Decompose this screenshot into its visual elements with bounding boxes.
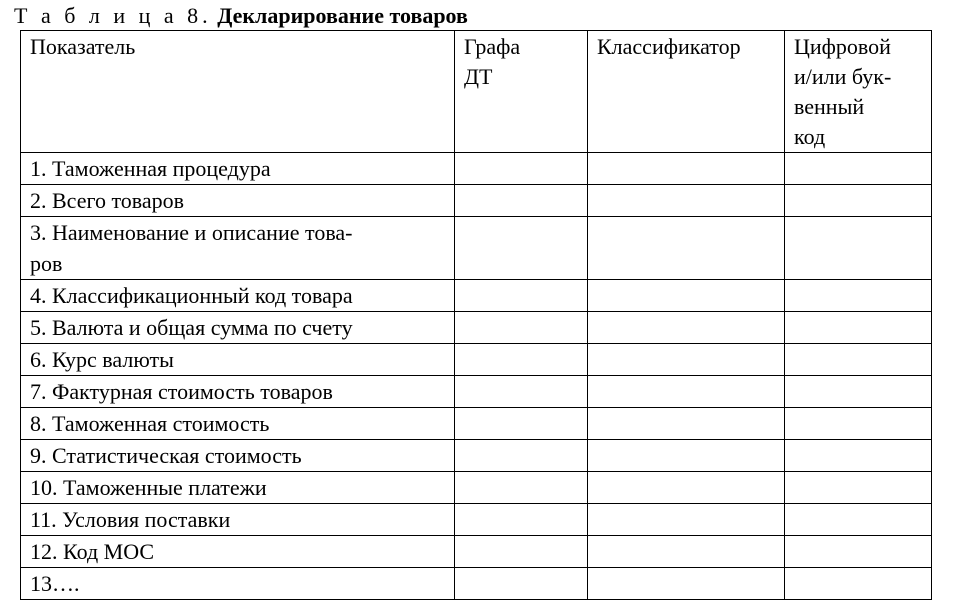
indicator-line: 9. Статистическая стоимость (30, 443, 302, 468)
classifier-cell (588, 217, 785, 280)
header-line: Цифровой (794, 34, 891, 59)
dt-column-cell (455, 568, 588, 600)
table-row (21, 376, 932, 408)
dt-column-cell (455, 217, 588, 280)
header-line: ДТ (464, 64, 493, 89)
indicator-line: 6. Курс валюты (30, 347, 174, 372)
dt-column-cell (455, 312, 588, 344)
code-cell (785, 344, 932, 376)
indicator-cell (21, 153, 455, 185)
table-row (21, 185, 932, 217)
indicator-line: 10. Таможенные платежи (30, 475, 267, 500)
header-line: Графа (464, 34, 521, 59)
header-classifier (588, 31, 785, 153)
classifier-cell (588, 280, 785, 312)
classifier-cell (588, 536, 785, 568)
classifier-cell (588, 376, 785, 408)
code-cell (785, 440, 932, 472)
indicator-cell (21, 504, 455, 536)
classifier-cell (588, 185, 785, 217)
dt-column-cell (455, 472, 588, 504)
code-cell (785, 536, 932, 568)
code-cell (785, 376, 932, 408)
indicator-cell (21, 440, 455, 472)
indicator-cell (21, 376, 455, 408)
dt-column-cell (455, 153, 588, 185)
table-row (21, 280, 932, 312)
dt-column-cell (455, 376, 588, 408)
classifier-cell (588, 440, 785, 472)
code-cell (785, 153, 932, 185)
indicator-line: 8. Таможенная стоимость (30, 411, 270, 436)
dt-column-cell (455, 536, 588, 568)
classifier-cell (588, 504, 785, 536)
table-caption (14, 3, 468, 29)
indicator-line: 7. Фактурная стоимость товаров (30, 379, 333, 404)
declaration-table-body (21, 31, 932, 600)
header-line: Классификатор (597, 34, 741, 59)
table-row (21, 344, 932, 376)
code-cell (785, 280, 932, 312)
indicator-cell (21, 472, 455, 504)
indicator-line: 3. Наименование и описание това- (30, 220, 353, 245)
indicator-line: 5. Валюта и общая сумма по счету (30, 315, 353, 340)
dt-column-cell (455, 440, 588, 472)
table-caption-prefix: Т а б л и ц а 8. (14, 3, 212, 28)
table-header-row (21, 31, 932, 153)
indicator-line: 11. Условия поставки (30, 507, 231, 532)
table-row (21, 504, 932, 536)
table-row (21, 153, 932, 185)
header-indicator (21, 31, 455, 153)
header-line: код (794, 124, 826, 149)
indicator-cell (21, 312, 455, 344)
dt-column-cell (455, 344, 588, 376)
code-cell (785, 312, 932, 344)
table-row (21, 568, 932, 600)
classifier-cell (588, 472, 785, 504)
code-cell (785, 408, 932, 440)
indicator-line: 13…. (30, 571, 80, 596)
classifier-cell (588, 312, 785, 344)
indicator-cell (21, 280, 455, 312)
indicator-line: 1. Таможенная процедура (30, 156, 271, 181)
table-row (21, 312, 932, 344)
classifier-cell (588, 408, 785, 440)
code-cell (785, 217, 932, 280)
dt-column-cell (455, 504, 588, 536)
dt-column-cell (455, 280, 588, 312)
header-code (785, 31, 932, 153)
indicator-cell (21, 185, 455, 217)
indicator-line: 2. Всего товаров (30, 188, 185, 213)
code-cell (785, 185, 932, 217)
table-row (21, 440, 932, 472)
indicator-cell (21, 408, 455, 440)
indicator-line: 12. Код МОС (30, 539, 155, 564)
classifier-cell (588, 568, 785, 600)
indicator-cell (21, 568, 455, 600)
indicator-cell (21, 536, 455, 568)
table-caption-title: Декларирование товаров (217, 3, 468, 28)
header-line: и/или бук- (794, 64, 892, 89)
table-row (21, 472, 932, 504)
classifier-cell (588, 153, 785, 185)
dt-column-cell (455, 408, 588, 440)
indicator-line: ров (30, 251, 63, 276)
table-row (21, 217, 932, 280)
declaration-table (20, 30, 932, 600)
code-cell (785, 568, 932, 600)
indicator-line: 4. Классификационный код товара (30, 283, 353, 308)
code-cell (785, 472, 932, 504)
indicator-cell (21, 344, 455, 376)
header-dt-column (455, 31, 588, 153)
code-cell (785, 504, 932, 536)
classifier-cell (588, 344, 785, 376)
table-row (21, 536, 932, 568)
header-line: венный (794, 94, 865, 119)
table-row (21, 408, 932, 440)
dt-column-cell (455, 185, 588, 217)
header-line: Показатель (30, 34, 136, 59)
indicator-cell (21, 217, 455, 280)
